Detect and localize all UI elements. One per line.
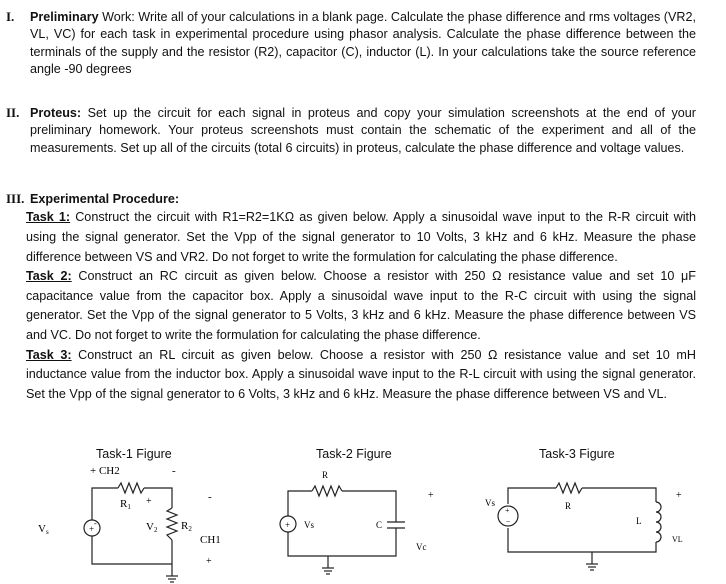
task-label: Task 3: bbox=[26, 347, 72, 362]
r-label: R bbox=[565, 501, 572, 511]
section-title: Preliminary bbox=[30, 10, 99, 24]
r2-label: R2 bbox=[181, 520, 192, 533]
plus-label: + bbox=[428, 490, 434, 501]
r1-label: R1 bbox=[120, 498, 131, 511]
svg-text:-: - bbox=[94, 519, 97, 528]
svg-text:−: − bbox=[506, 517, 511, 526]
section-proteus bbox=[6, 105, 696, 157]
task-label: Task 1: bbox=[26, 210, 71, 225]
task-text: Construct an RC circuit as given below. Choose a resistor with 250 Ω resistance value and set 10 μF capacitance value from the capacitor box. Apply a sinusoidal wave input to the R-C circuit with using the signal generator. Set the Vpp of the signal generator to 5 Volts, 3 kHz and 6 kHz. Measure the phase difference between VS and VC. Do not forget to write the formulation for calculating the phase difference. bbox=[26, 269, 697, 342]
vc-label: Vc bbox=[416, 542, 427, 552]
task2-figure-title: Task-2 Figure bbox=[316, 447, 392, 461]
r1-plus: + bbox=[146, 496, 152, 507]
ch1-plus: + bbox=[206, 556, 212, 567]
ch1-minus: - bbox=[208, 491, 212, 503]
vs-label: Vs bbox=[304, 520, 315, 530]
section-body bbox=[30, 9, 696, 79]
section-numeral: I. bbox=[6, 9, 15, 24]
section-numeral: II. bbox=[6, 105, 20, 120]
task-label: Task 2: bbox=[26, 269, 72, 284]
task-3 bbox=[26, 346, 696, 405]
c-label: C bbox=[376, 520, 383, 530]
vs-label: Vs bbox=[38, 523, 49, 536]
v2-label: V2 bbox=[146, 521, 158, 534]
section-title: Proteus: bbox=[30, 106, 82, 120]
task2-circuit-diagram bbox=[268, 466, 458, 584]
section-title: Experimental Procedure: bbox=[30, 192, 180, 206]
vs-label: Vs bbox=[485, 498, 496, 508]
task3-figure-title: Task-3 Figure bbox=[539, 447, 615, 461]
task1-circuit-diagram bbox=[30, 460, 230, 584]
task-2 bbox=[26, 267, 696, 345]
vl-label: VL bbox=[672, 535, 683, 544]
task-text: Construct the circuit with R1=R2=1KΩ as given below. Apply a sinusoidal wave input to the R-R circuit with using the signal generator. Set the Vpp of the signal generator to 10 Volts, 3 kHz and 6 kHz. Measure the phase difference between VS and VR2. Do not forget to write the formulation for calculating the phase difference. bbox=[26, 210, 696, 264]
ch2-minus: - bbox=[172, 465, 176, 477]
task-1 bbox=[26, 208, 696, 267]
section-experimental bbox=[6, 191, 696, 404]
ch1-label: CH1 bbox=[200, 534, 221, 546]
svg-text:+: + bbox=[285, 520, 291, 530]
section-body bbox=[30, 105, 696, 157]
task1-figure-title: Task-1 Figure bbox=[96, 447, 172, 461]
svg-text:+: + bbox=[89, 524, 95, 534]
r-label: R bbox=[322, 470, 329, 480]
task-text: Construct an RL circuit as given below. Choose a resistor with 250 Ω resistance value and set 10 mH inductance value from the inductor box. Apply a sinusoidal wave input to the R-L circuit with using the signal generator. Set the Vpp of the signal generator to 6 Volts, 3 kHz and 6 kHz. Measure the phase difference between VS and VL. bbox=[26, 347, 696, 401]
section-numeral: III. bbox=[6, 191, 25, 206]
section-preliminary bbox=[6, 9, 696, 79]
svg-text:+: + bbox=[505, 506, 510, 515]
plus-label: + bbox=[676, 490, 682, 501]
ch2-label: + CH2 bbox=[90, 465, 120, 477]
task-list bbox=[26, 208, 696, 404]
section-text: Work: Write all of your calculations in a blank page. Calculate the phase difference and rms voltages (VR2, VL, VC) for each task in experimental procedure using phasor analysis. Calculate the phase difference between the terminals of the supply and the resistor (R2), capacitor (C), inductor (L). In your calculations take the source reference angle -90 degrees bbox=[30, 10, 696, 77]
l-label: L bbox=[636, 516, 642, 526]
task3-circuit-diagram bbox=[476, 466, 696, 584]
section-text: Set up the circuit for each signal in proteus and copy your simulation screenshots at the end of your preliminary homework. Your proteus screenshots must contain the schematic of the experiment and all of the measurements. Set up all of the circuits (total 6 circuits) in proteus, calculate the phase difference and voltage values. bbox=[30, 106, 696, 155]
